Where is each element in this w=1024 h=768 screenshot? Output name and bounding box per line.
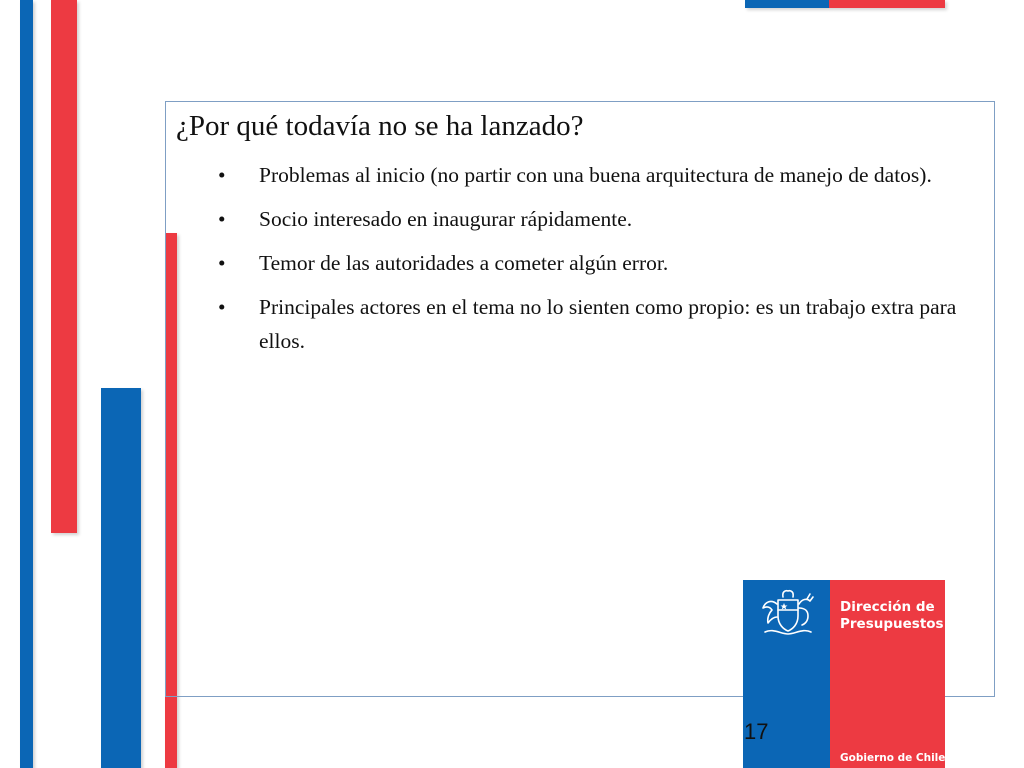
bullet-marker: • bbox=[218, 207, 226, 231]
bullet-marker: • bbox=[218, 251, 226, 275]
bullet-item bbox=[218, 246, 958, 280]
bullet-list bbox=[218, 158, 958, 368]
bullet-marker: • bbox=[218, 163, 226, 187]
page-number: 17 bbox=[744, 719, 769, 744]
bullet-item bbox=[218, 158, 958, 192]
decor-bar-red-top bbox=[829, 0, 945, 8]
decor-bar-blue-left bbox=[20, 0, 33, 768]
decor-bar-blue-middle bbox=[101, 388, 141, 768]
logo-footer: Gobierno de Chile bbox=[840, 752, 946, 764]
dipres-logo bbox=[743, 580, 945, 768]
decor-bar-red-left bbox=[51, 0, 77, 533]
bullet-text: Problemas al inicio (no partir con una buena arquitectura de manejo de datos). bbox=[259, 163, 932, 187]
logo-title: Dirección de Presupuestos bbox=[840, 599, 944, 632]
decor-bar-blue-top bbox=[745, 0, 829, 8]
bullet-item bbox=[218, 202, 958, 236]
bullet-text: Socio interesado en inaugurar rápidamente. bbox=[259, 207, 633, 231]
slide-title: ¿Por qué todavía no se ha lanzado? bbox=[176, 110, 584, 142]
chile-coat-of-arms-icon bbox=[755, 588, 821, 640]
bullet-text: Principales actores en el tema no lo sienten como propio: es un trabajo extra para ellos. bbox=[259, 295, 957, 353]
bullet-marker: • bbox=[218, 295, 226, 319]
bullet-item bbox=[218, 290, 958, 358]
bullet-text: Temor de las autoridades a cometer algún error. bbox=[259, 251, 669, 275]
